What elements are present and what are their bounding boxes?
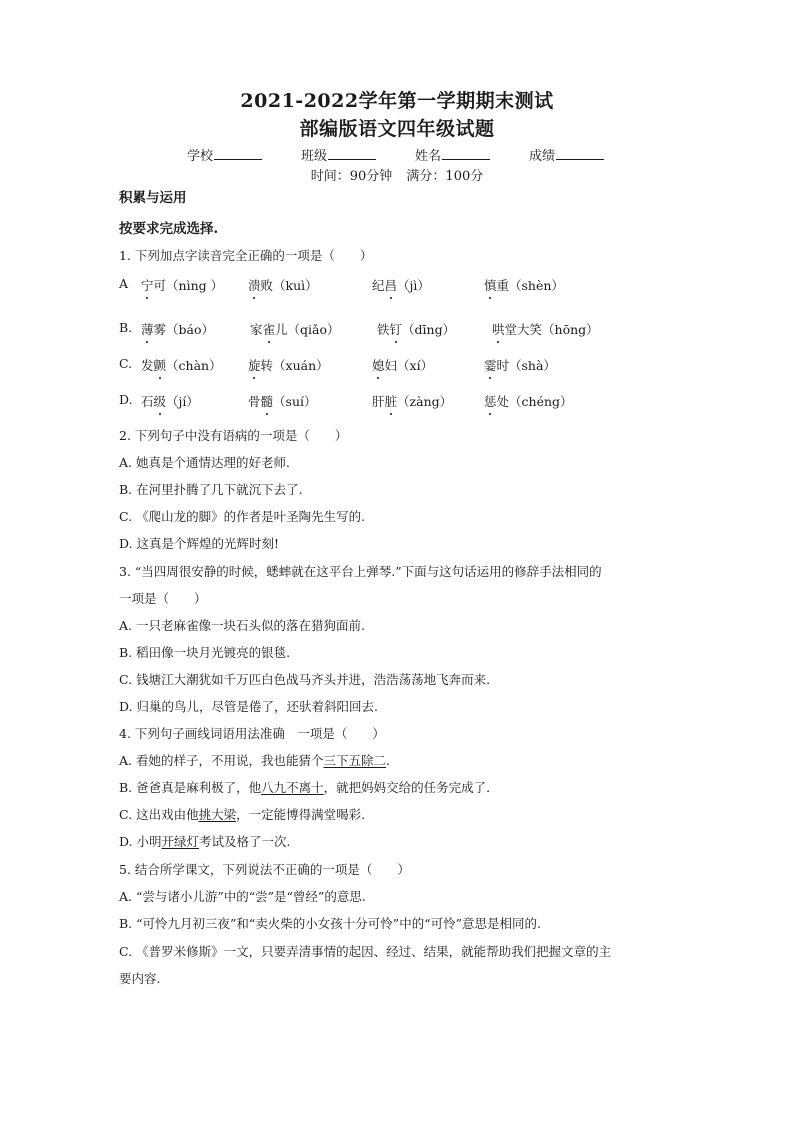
name-blank bbox=[442, 145, 490, 160]
time-score-row bbox=[0, 165, 794, 184]
emphasized-char: 级 bbox=[153, 394, 167, 409]
q1-option-label: B. bbox=[119, 320, 133, 335]
q3-stem-line1: 3. “当四周很安静的时候，蟋蟀就在这平台上弹琴.”下面与这句话运用的修辞手法相同的 bbox=[119, 564, 602, 579]
underlined-phrase: 三下五除二 bbox=[323, 753, 386, 768]
full-score-label: 满分：100分 bbox=[406, 169, 484, 184]
q1-word: 铁钉（dīng） bbox=[377, 322, 456, 337]
q1-stem: 1. 下列加点字读音完全正确的一项是（ ） bbox=[119, 248, 373, 263]
q1-word: 骨髓（suí） bbox=[248, 394, 317, 409]
q4-option-a: A. 看她的样子，不用说，我也能猜个三下五除二. bbox=[119, 753, 390, 768]
emphasized-char: 宁 bbox=[141, 278, 154, 293]
emphasized-char: 雀 bbox=[262, 322, 276, 337]
q5-option-a: A. “尝与诸小儿游”中的“尝”是“曾经”的意思. bbox=[119, 889, 366, 904]
q2-option-d: D. 这真是个辉煌的光辉时刻! bbox=[119, 536, 280, 551]
q1-word: 惩处（chéng） bbox=[484, 394, 573, 409]
emphasized-char: 旋 bbox=[248, 358, 261, 373]
q4-option-d: D. 小明开绿灯考试及格了一次. bbox=[119, 834, 291, 849]
q1-word: 哄堂大笑（hōng） bbox=[492, 322, 599, 337]
q3-option-a: A. 一只老麻雀像一块石头似的落在猎狗面前. bbox=[119, 618, 365, 633]
emphasized-char: 媳 bbox=[372, 358, 385, 373]
q1-word: 石级（jí） bbox=[141, 394, 199, 409]
q2-option-b: B. 在河里扑腾了几下就沉下去了. bbox=[119, 482, 303, 497]
emphasized-char: 哄 bbox=[492, 322, 505, 337]
q1-option-label: A bbox=[119, 276, 129, 291]
q1-word: 溃败（kuì） bbox=[248, 278, 318, 293]
q1-word: 媳妇（xí） bbox=[372, 358, 434, 373]
name-field: 姓名 bbox=[415, 145, 490, 164]
q5-option-c: C. 《普罗米修斯》一文，只要弄清事情的起因、经过、结果，就能帮助我们把握文章的主 bbox=[119, 944, 612, 959]
q1-option-label: D. bbox=[119, 392, 133, 407]
q4-option-c: C. 这出戏由他挑大梁，一定能博得满堂喝彩. bbox=[119, 807, 366, 822]
q1-word: 旋转（xuán） bbox=[248, 358, 329, 373]
underlined-phrase: 挑大梁 bbox=[198, 807, 237, 822]
q1-word: 宁可（nìng ） bbox=[141, 278, 224, 293]
q5-option-b: B. “可怜九月初三夜”和“卖火柴的小女孩十分可怜”中的“可怜”意思是相同的. bbox=[119, 916, 541, 931]
q3-option-c: C. 钱塘江大潮犹如千万匹白色战马齐头并进，浩浩荡荡地飞奔而来. bbox=[119, 672, 491, 687]
q4-option-b: B. 爸爸真是麻利极了，他八九不离十，就把妈妈交给的任务完成了. bbox=[119, 780, 491, 795]
emphasized-char: 霎 bbox=[484, 358, 497, 373]
score-field: 成绩 bbox=[529, 145, 604, 164]
exam-subtitle: 部编版语文四年级试题 bbox=[299, 118, 495, 140]
emphasized-char: 颤 bbox=[153, 358, 167, 373]
q1-word: 家雀儿（qiǎo） bbox=[250, 322, 340, 337]
emphasized-char: 溃 bbox=[248, 278, 261, 293]
q1-option-label: C. bbox=[119, 356, 133, 371]
emphasized-char: 昌 bbox=[384, 278, 398, 293]
underlined-phrase: 开绿灯 bbox=[161, 834, 200, 849]
q5-stem: 5. 结合所学课文，下列说法不正确的一项是（ ） bbox=[119, 862, 410, 877]
q2-option-c: C. 《爬山龙的脚》的作者是叶圣陶先生写的. bbox=[119, 509, 366, 524]
q1-word: 肝脏（zàng） bbox=[372, 394, 453, 409]
q2-stem: 2. 下列句子中没有语病的一项是（ ） bbox=[119, 428, 348, 443]
section-heading: 积累与运用 bbox=[119, 190, 187, 206]
emphasized-char: 惩 bbox=[484, 394, 497, 409]
emphasized-char: 髓 bbox=[260, 394, 274, 409]
emphasized-char: 慎 bbox=[484, 278, 497, 293]
q3-option-d: D. 归巢的鸟儿，尽管是倦了，还驮着斜阳回去. bbox=[119, 699, 378, 714]
time-label: 时间：90分钟 bbox=[310, 169, 393, 184]
emphasized-char: 薄 bbox=[141, 322, 154, 337]
q5-option-c-continuation: 要内容. bbox=[119, 971, 161, 986]
class-field: 班级 bbox=[301, 145, 376, 164]
q1-word: 霎时（shà） bbox=[484, 358, 556, 373]
exam-title: 2021-2022学年第一学期期末测试 bbox=[240, 90, 554, 112]
q2-option-a: A. 她真是个通情达理的好老师. bbox=[119, 455, 290, 470]
q1-word: 薄雾（báo） bbox=[141, 322, 214, 337]
class-blank bbox=[328, 145, 376, 160]
instruction-heading: 按要求完成选择. bbox=[119, 221, 219, 237]
school-blank bbox=[214, 145, 262, 160]
q4-stem: 4. 下列句子画线词语用法准确 一项是（ ） bbox=[119, 726, 385, 741]
q1-word: 慎重（shèn） bbox=[484, 278, 564, 293]
q1-word: 纪昌（jì） bbox=[372, 278, 430, 293]
q1-word: 发颤（chàn） bbox=[141, 358, 222, 373]
school-field: 学校 bbox=[187, 145, 262, 164]
emphasized-char: 钉 bbox=[389, 322, 403, 337]
underlined-phrase: 八九不离十 bbox=[261, 780, 324, 795]
q3-option-b: B. 稻田像一块月光镀亮的银毯. bbox=[119, 645, 291, 660]
q3-stem-line2: 一项是（ ） bbox=[119, 591, 207, 606]
emphasized-char: 脏 bbox=[384, 394, 398, 409]
score-blank bbox=[556, 145, 604, 160]
